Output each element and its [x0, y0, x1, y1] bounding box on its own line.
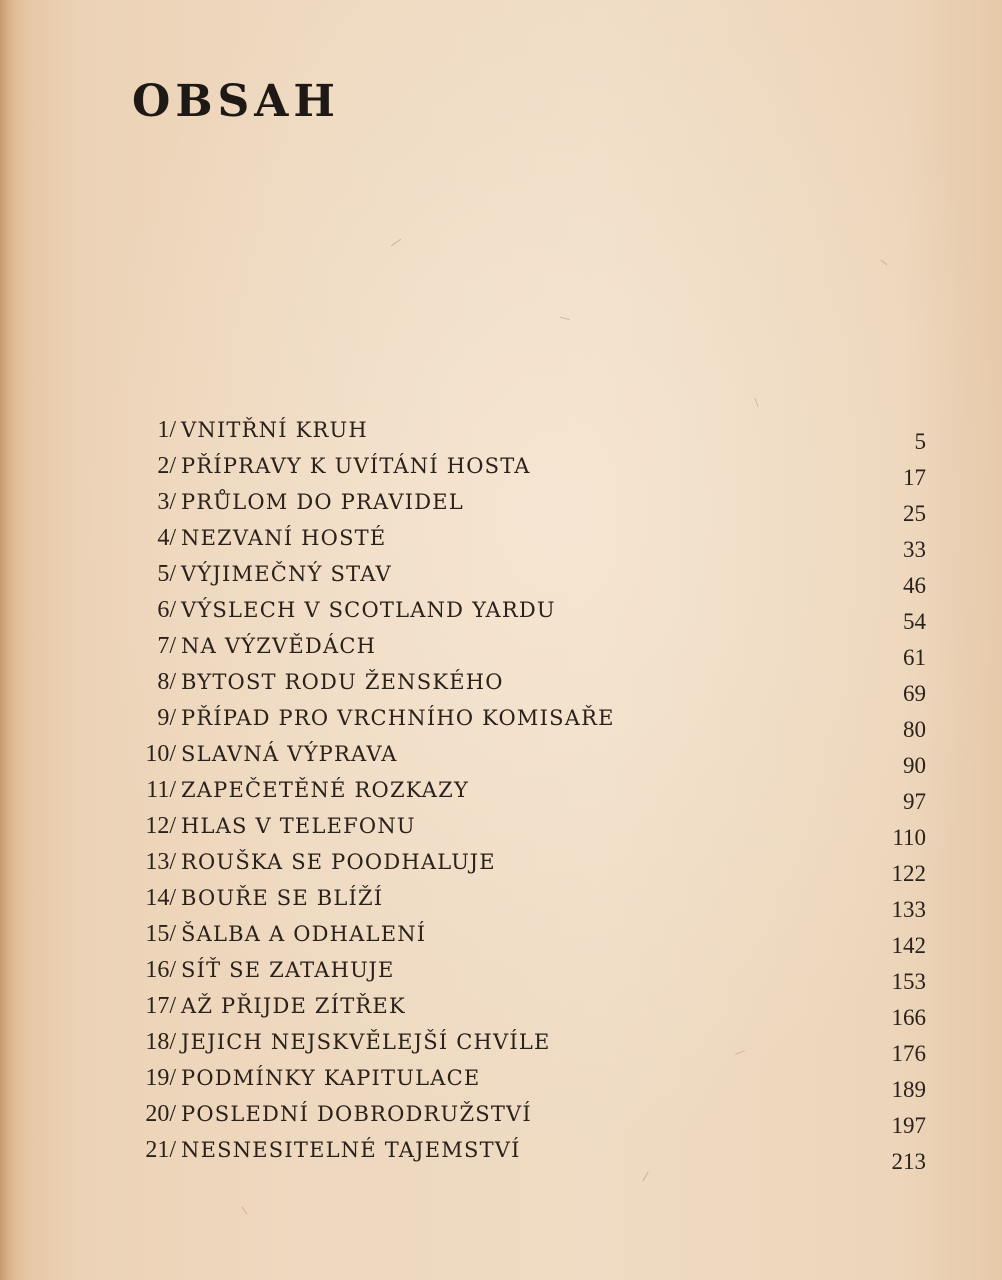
chapter-page-number: 54 — [903, 609, 926, 634]
chapter-title: NEZVANÍ HOSTÉ — [181, 526, 387, 550]
chapter-number: 7/ — [157, 633, 176, 659]
toc-entry — [0, 738, 1002, 778]
chapter-number: 13/ — [145, 849, 176, 875]
chapter-page-number: 46 — [903, 573, 926, 598]
toc-entry — [0, 450, 1002, 490]
chapter-number: 21/ — [145, 1137, 176, 1163]
chapter-title: POSLEDNÍ DOBRODRUŽSTVÍ — [181, 1102, 532, 1126]
toc-entry — [0, 1062, 1002, 1102]
chapter-title: VÝSLECH V SCOTLAND YARDU — [181, 598, 556, 622]
chapter-page-number: 189 — [891, 1077, 926, 1102]
chapter-page-number: 133 — [891, 897, 926, 922]
chapter-title: NA VÝZVĚDÁCH — [181, 634, 377, 658]
paper-fiber — [881, 260, 888, 266]
toc-entry — [0, 702, 1002, 742]
chapter-page-number: 97 — [903, 789, 926, 814]
toc-entry — [0, 630, 1002, 670]
toc-entry — [0, 846, 1002, 886]
toc-entry — [0, 774, 1002, 814]
toc-entry — [0, 594, 1002, 634]
chapter-page-number: 142 — [891, 933, 926, 958]
chapter-page-number: 80 — [903, 717, 926, 742]
toc-entry — [0, 990, 1002, 1030]
chapter-page-number: 17 — [903, 465, 926, 490]
paper-fiber — [391, 239, 401, 247]
chapter-page-number: 25 — [903, 501, 926, 526]
toc-entry — [0, 666, 1002, 706]
chapter-number: 1/ — [157, 417, 176, 443]
chapter-number: 2/ — [157, 453, 176, 479]
chapter-title: SÍŤ SE ZATAHUJE — [181, 958, 395, 982]
chapter-number: 17/ — [145, 993, 176, 1019]
toc-entry — [0, 954, 1002, 994]
chapter-page-number: 213 — [891, 1149, 926, 1174]
chapter-number: 8/ — [157, 669, 176, 695]
chapter-number: 9/ — [157, 705, 176, 731]
chapter-number: 20/ — [145, 1101, 176, 1127]
chapter-title: NESNESITELNÉ TAJEMSTVÍ — [181, 1138, 521, 1162]
chapter-title: BYTOST RODU ŽENSKÉHO — [181, 670, 504, 694]
chapter-number: 15/ — [145, 921, 176, 947]
table-of-contents — [0, 414, 1002, 1174]
chapter-number: 6/ — [157, 597, 176, 623]
paper-fiber — [242, 1207, 248, 1215]
chapter-page-number: 166 — [891, 1005, 926, 1030]
chapter-page-number: 153 — [891, 969, 926, 994]
toc-entry — [0, 522, 1002, 562]
chapter-page-number: 197 — [891, 1113, 926, 1138]
paper-fiber — [754, 398, 758, 407]
chapter-title: PODMÍNKY KAPITULACE — [181, 1066, 481, 1090]
chapter-page-number: 69 — [903, 681, 926, 706]
page-title: OBSAH — [132, 76, 341, 127]
chapter-title: BOUŘE SE BLÍŽÍ — [181, 886, 384, 910]
chapter-number: 4/ — [157, 525, 176, 551]
paper-fiber — [560, 317, 570, 321]
chapter-title: HLAS V TELEFONU — [181, 814, 416, 838]
chapter-number: 11/ — [146, 777, 176, 803]
chapter-title: PRŮLOM DO PRAVIDEL — [181, 490, 464, 514]
chapter-title: VNITŘNÍ KRUH — [181, 418, 368, 442]
chapter-number: 19/ — [145, 1065, 176, 1091]
chapter-title: PŘÍPRAVY K UVÍTÁNÍ HOSTA — [181, 454, 531, 478]
chapter-number: 18/ — [145, 1029, 176, 1055]
chapter-title: ROUŠKA SE POODHALUJE — [181, 850, 496, 874]
toc-entry — [0, 810, 1002, 850]
paper-fiber — [642, 1171, 648, 1181]
chapter-number: 5/ — [157, 561, 176, 587]
toc-entry — [0, 1026, 1002, 1066]
chapter-title: ZAPEČETĚNÉ ROZKAZY — [181, 778, 470, 802]
toc-entry — [0, 558, 1002, 598]
toc-entry — [0, 918, 1002, 958]
chapter-number: 16/ — [145, 957, 176, 983]
chapter-title: ŠALBA A ODHALENÍ — [181, 922, 427, 946]
chapter-page-number: 122 — [891, 861, 926, 886]
toc-entry — [0, 414, 1002, 454]
chapter-page-number: 110 — [892, 825, 926, 850]
chapter-number: 12/ — [145, 813, 176, 839]
chapter-page-number: 90 — [903, 753, 926, 778]
chapter-number: 10/ — [145, 741, 176, 767]
chapter-title: PŘÍPAD PRO VRCHNÍHO KOMISAŘE — [181, 706, 615, 730]
toc-entry — [0, 882, 1002, 922]
chapter-title: JEJICH NEJSKVĚLEJŠÍ CHVÍLE — [181, 1030, 551, 1054]
chapter-title: VÝJIMEČNÝ STAV — [181, 562, 392, 586]
toc-entry — [0, 486, 1002, 526]
chapter-page-number: 176 — [891, 1041, 926, 1066]
toc-entry — [0, 1098, 1002, 1138]
chapter-page-number: 33 — [903, 537, 926, 562]
chapter-page-number: 61 — [903, 645, 926, 670]
chapter-title: SLAVNÁ VÝPRAVA — [181, 742, 398, 766]
chapter-number: 3/ — [157, 489, 176, 515]
chapter-title: AŽ PŘIJDE ZÍTŘEK — [181, 994, 406, 1018]
chapter-page-number: 5 — [914, 429, 926, 454]
chapter-number: 14/ — [145, 885, 176, 911]
toc-entry — [0, 1134, 1002, 1174]
